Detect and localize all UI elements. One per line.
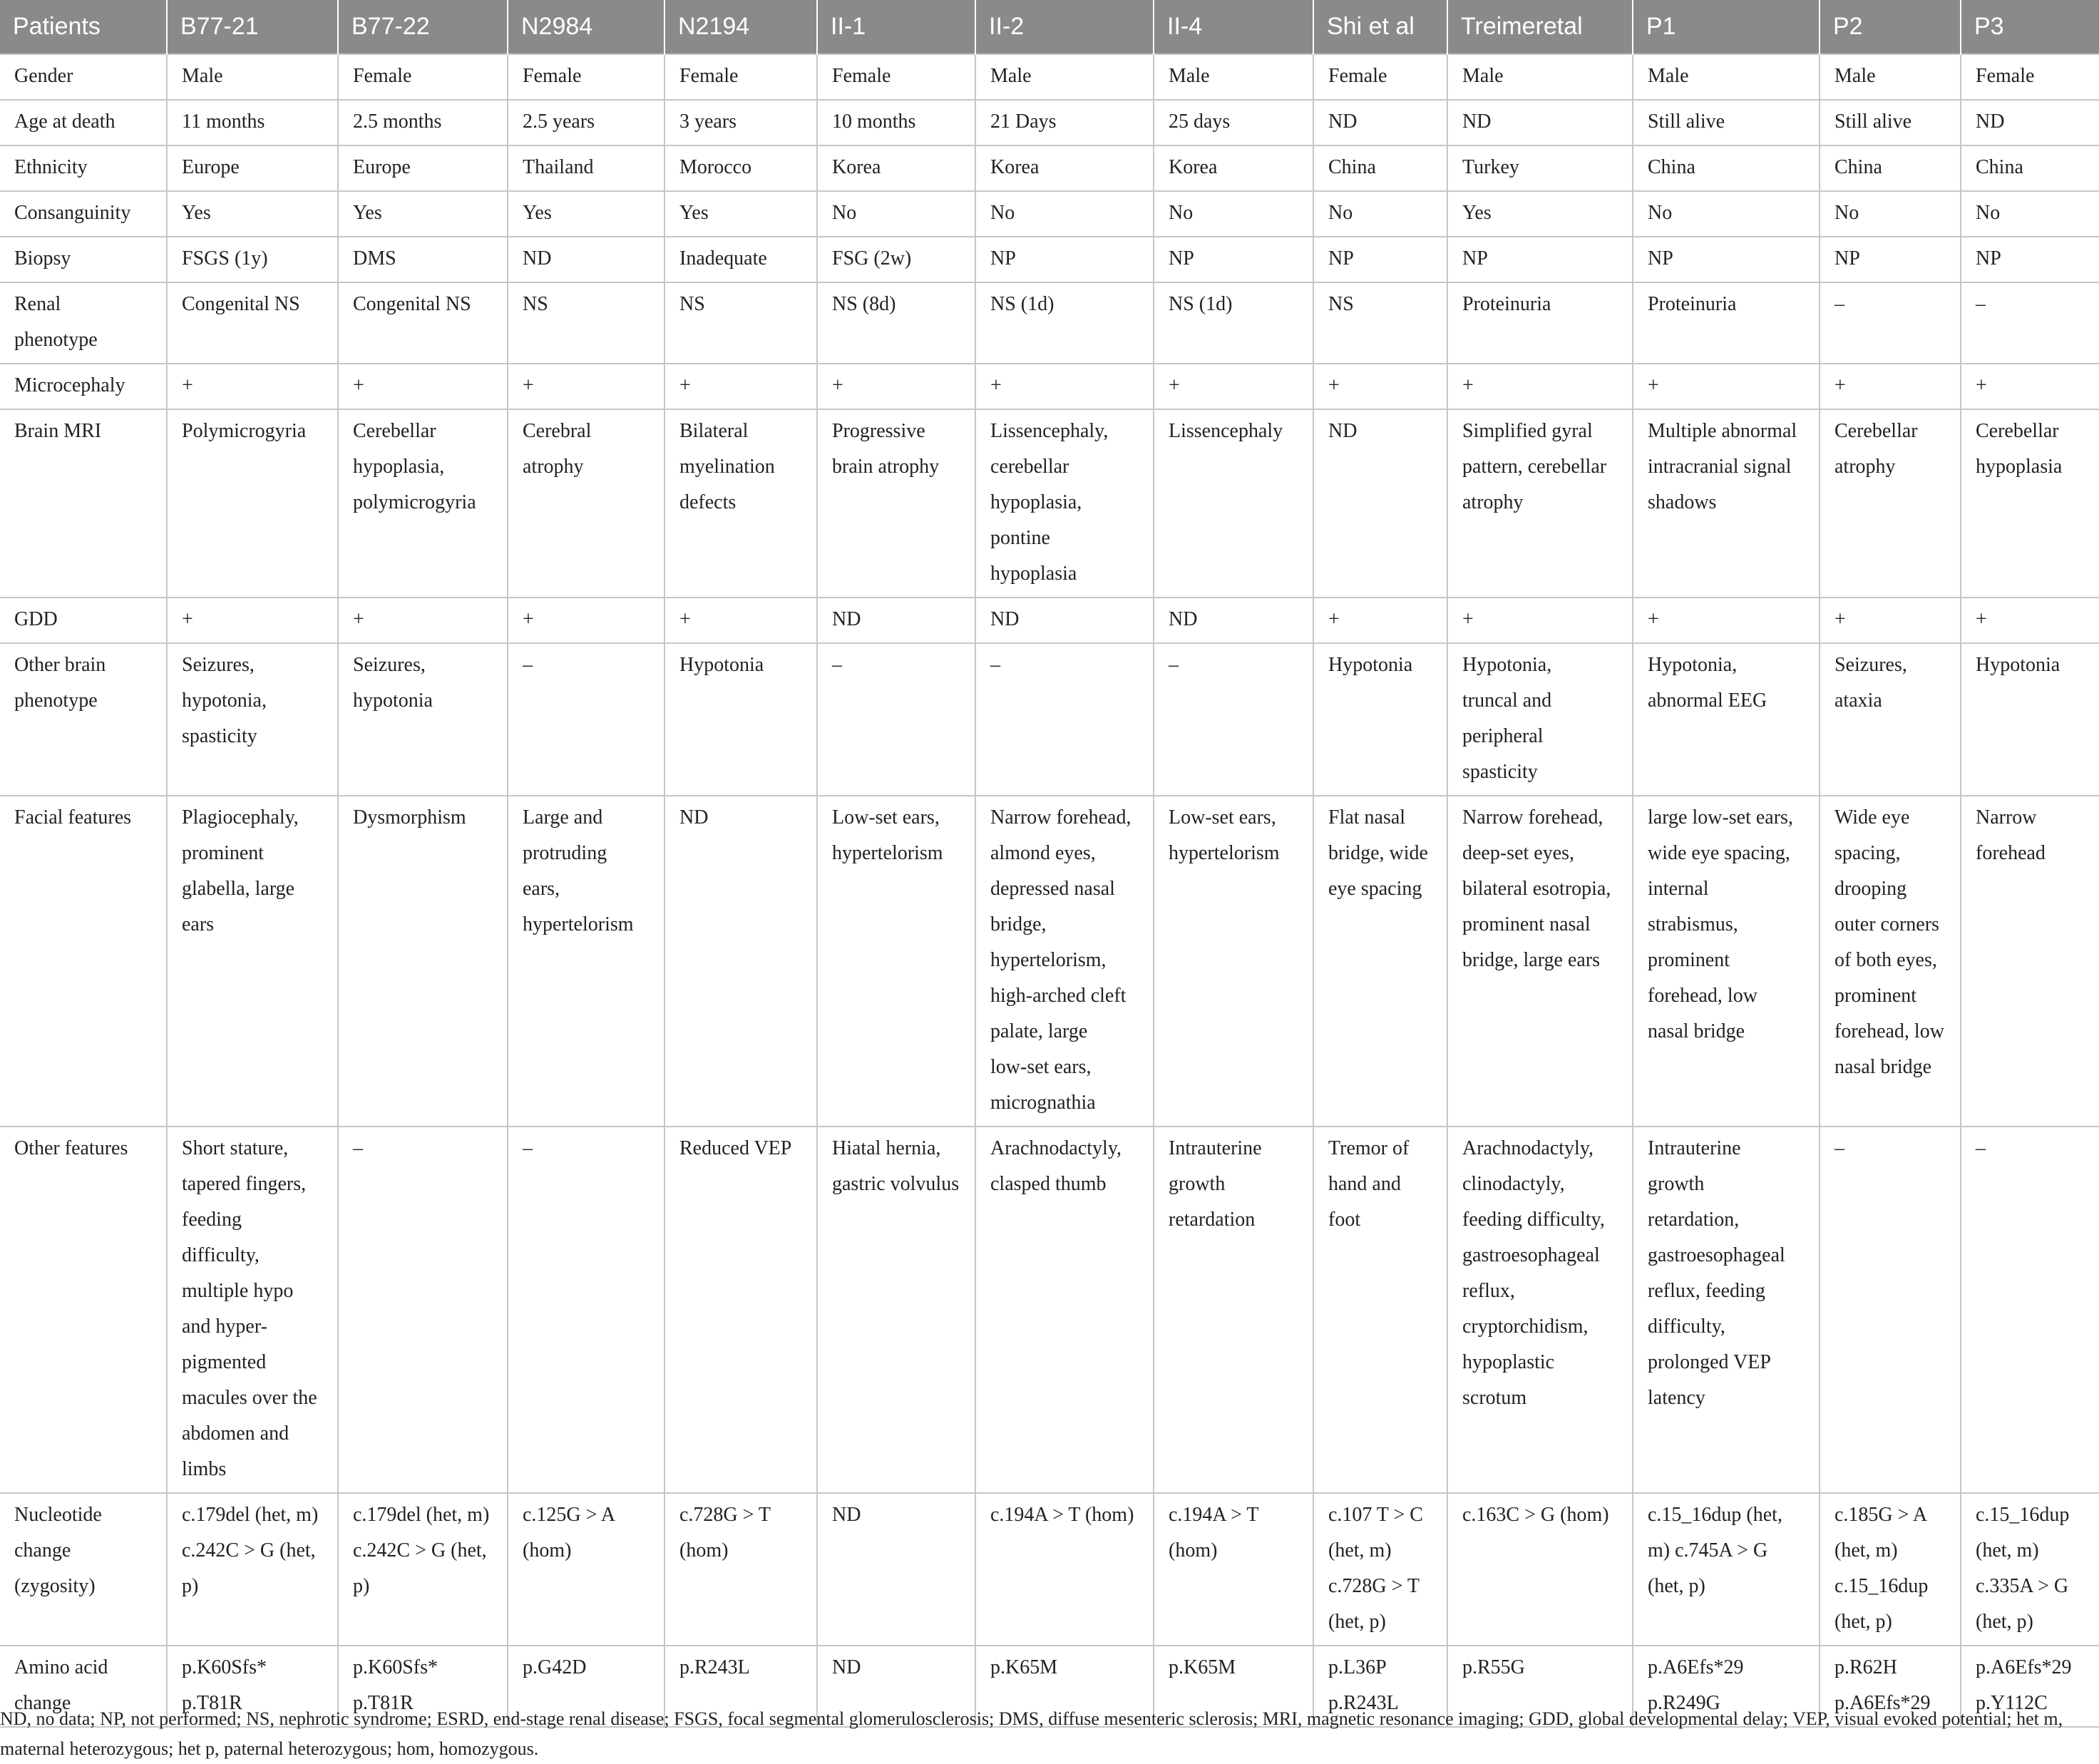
table-cell: 10 months	[817, 100, 975, 145]
table-cell: Congenital NS	[338, 282, 508, 364]
table-cell: +	[1961, 598, 2099, 643]
table-cell: FSG (2w)	[817, 237, 975, 282]
table-cell: p.K65M	[975, 1646, 1154, 1727]
table-cell: ND	[817, 1646, 975, 1727]
table-cell: ND	[664, 796, 817, 1127]
table-cell: –	[817, 643, 975, 796]
table-cell: Yes	[1447, 191, 1633, 237]
table-cell: p.R62H p.A6Efs*29	[1820, 1646, 1961, 1727]
table-cell: –	[1820, 282, 1961, 364]
table-cell: China	[1820, 145, 1961, 191]
table-cell: Yes	[664, 191, 817, 237]
table-cell: NS (1d)	[975, 282, 1154, 364]
table-cell: +	[1633, 598, 1820, 643]
table-cell: +	[338, 364, 508, 409]
table-cell: Simplified gyral pattern, cerebellar atrophy	[1447, 409, 1633, 598]
table-cell: Cerebellar atrophy	[1820, 409, 1961, 598]
table-cell: NS (8d)	[817, 282, 975, 364]
table-cell: Arachnodactyly, clinodactyly, feeding difficulty, gastroesophageal reflux, cryptorchidism, hypoplastic scrotum	[1447, 1127, 1633, 1493]
table-cell: c.107 T > C (het, m) c.728G > T (het, p)	[1313, 1493, 1447, 1646]
table-cell: NS	[664, 282, 817, 364]
header-patient-column: P1	[1633, 0, 1820, 54]
table-cell: Female	[817, 54, 975, 100]
table-cell: ND	[1447, 100, 1633, 145]
table-footnote: ND, no data; NP, not performed; NS, nephrotic syndrome; ESRD, end-stage renal disease; FSGS, focal segmental glomerulosclerosis; DMS, diffuse mesenteric sclerosis; MRI, magnetic resonance imaging; GDD, global developmental delay; VEP, visual evoked potential; het m, maternal heterozygous; het p, paternal heterozygous; hom, homozygous.	[0, 1708, 2063, 1759]
table-cell: +	[664, 598, 817, 643]
table-cell: Reduced VEP	[664, 1127, 817, 1493]
table-cell: +	[975, 364, 1154, 409]
table-cell: Europe	[167, 145, 338, 191]
table-cell: Low-set ears, hypertelorism	[817, 796, 975, 1127]
table-cell: Proteinuria	[1447, 282, 1633, 364]
table-cell: p.A6Efs*29 p.Y112C	[1961, 1646, 2099, 1727]
table-cell: Hiatal hernia, gastric volvulus	[817, 1127, 975, 1493]
table-cell: ND	[1961, 100, 2099, 145]
table-cell: ND	[1313, 100, 1447, 145]
table-cell: Lissencephaly, cerebellar hypoplasia, pontine hypoplasia	[975, 409, 1154, 598]
row-label: Brain MRI	[0, 409, 167, 598]
table-cell: NP	[1633, 237, 1820, 282]
table-cell: +	[817, 364, 975, 409]
table-cell: Still alive	[1633, 100, 1820, 145]
table-cell: No	[1633, 191, 1820, 237]
table-cell: Male	[1447, 54, 1633, 100]
table-cell: NS (1d)	[1154, 282, 1313, 364]
table-cell: 21 Days	[975, 100, 1154, 145]
table-cell: 2.5 months	[338, 100, 508, 145]
table-cell: Korea	[817, 145, 975, 191]
table-cell: Male	[1154, 54, 1313, 100]
table-cell: Male	[1820, 54, 1961, 100]
table-cell: NP	[1820, 237, 1961, 282]
table-cell: Large and protruding ears, hypertelorism	[508, 796, 664, 1127]
table-cell: 3 years	[664, 100, 817, 145]
table-cell: Male	[1633, 54, 1820, 100]
table-cell: Inadequate	[664, 237, 817, 282]
table-cell: Proteinuria	[1633, 282, 1820, 364]
table-cell: Intrauterine growth retardation, gastroesophageal reflux, feeding difficulty, prolonged VEP latency	[1633, 1127, 1820, 1493]
table-cell: FSGS (1y)	[167, 237, 338, 282]
table-cell: DMS	[338, 237, 508, 282]
table-row	[0, 282, 2099, 364]
row-label: Biopsy	[0, 237, 167, 282]
table-cell: Female	[338, 54, 508, 100]
row-label: Other brain phenotype	[0, 643, 167, 796]
table-cell: Korea	[975, 145, 1154, 191]
header-patient-column: Shi et al	[1313, 0, 1447, 54]
table-cell: +	[1313, 364, 1447, 409]
table-row	[0, 643, 2099, 796]
table-cell: Still alive	[1820, 100, 1961, 145]
table-cell: Congenital NS	[167, 282, 338, 364]
table-cell: Seizures, hypotonia, spasticity	[167, 643, 338, 796]
table-cell: +	[1447, 598, 1633, 643]
table-cell: Yes	[508, 191, 664, 237]
header-patient-column: N2194	[664, 0, 817, 54]
table-cell: Narrow forehead, almond eyes, depressed nasal bridge, hypertelorism, high-arched cleft palate, large low-set ears, micrognathia	[975, 796, 1154, 1127]
table-cell: +	[338, 598, 508, 643]
table-cell: Seizures, hypotonia	[338, 643, 508, 796]
table-row	[0, 1127, 2099, 1493]
table-cell: c.185G > A (het, m) c.15_16dup (het, p)	[1820, 1493, 1961, 1646]
table-cell: Plagiocephaly, prominent glabella, large ears	[167, 796, 338, 1127]
header-patient-column: II-2	[975, 0, 1154, 54]
table-cell: 2.5 years	[508, 100, 664, 145]
table-cell: –	[1154, 643, 1313, 796]
table-cell: +	[167, 364, 338, 409]
row-label: Gender	[0, 54, 167, 100]
table-cell: Hypotonia, abnormal EEG	[1633, 643, 1820, 796]
header-patient-column: II-1	[817, 0, 975, 54]
table-cell: +	[508, 598, 664, 643]
table-cell: +	[1447, 364, 1633, 409]
table-cell: Turkey	[1447, 145, 1633, 191]
table-cell: –	[1961, 1127, 2099, 1493]
table-cell: Female	[1313, 54, 1447, 100]
table-row	[0, 145, 2099, 191]
table-cell: Korea	[1154, 145, 1313, 191]
header-patient-column: II-4	[1154, 0, 1313, 54]
table-cell: Male	[975, 54, 1154, 100]
table-cell: ND	[508, 237, 664, 282]
table-cell: Female	[508, 54, 664, 100]
table-cell: NP	[1154, 237, 1313, 282]
header-patient-column: N2984	[508, 0, 664, 54]
table-cell: Cerebellar hypoplasia	[1961, 409, 2099, 598]
table-cell: NS	[508, 282, 664, 364]
table-cell: c.163C > G (hom)	[1447, 1493, 1633, 1646]
table-cell: No	[1154, 191, 1313, 237]
header-row	[0, 0, 2099, 54]
table-cell: Cerebellar hypoplasia, polymicrogyria	[338, 409, 508, 598]
table-cell: ND	[817, 598, 975, 643]
table-cell: c.194A > T (hom)	[975, 1493, 1154, 1646]
table-cell: Low-set ears, hypertelorism	[1154, 796, 1313, 1127]
row-label: GDD	[0, 598, 167, 643]
table-row	[0, 100, 2099, 145]
table-cell: Yes	[338, 191, 508, 237]
row-label: Microcephaly	[0, 364, 167, 409]
table-cell: NS	[1313, 282, 1447, 364]
row-label: Ethnicity	[0, 145, 167, 191]
table-cell: Female	[1961, 54, 2099, 100]
table-cell: Male	[167, 54, 338, 100]
table-cell: p.R55G	[1447, 1646, 1633, 1727]
table-cell: –	[338, 1127, 508, 1493]
table-cell: +	[1820, 364, 1961, 409]
table-cell: c.728G > T (hom)	[664, 1493, 817, 1646]
table-cell: 11 months	[167, 100, 338, 145]
table-header	[0, 0, 2099, 54]
table-cell: No	[1961, 191, 2099, 237]
table-row	[0, 409, 2099, 598]
table-cell: Polymicrogyria	[167, 409, 338, 598]
table-body	[0, 54, 2099, 1727]
table-cell: Wide eye spacing, drooping outer corners of both eyes, prominent forehead, low nasal bridge	[1820, 796, 1961, 1127]
table-cell: Morocco	[664, 145, 817, 191]
table-cell: Dysmorphism	[338, 796, 508, 1127]
table-cell: Progressive brain atrophy	[817, 409, 975, 598]
table-cell: 25 days	[1154, 100, 1313, 145]
table-cell: –	[975, 643, 1154, 796]
header-patient-column: P3	[1961, 0, 2099, 54]
row-label: Nucleotide change (zygosity)	[0, 1493, 167, 1646]
table-cell: Thailand	[508, 145, 664, 191]
table-cell: Hypotonia	[1313, 643, 1447, 796]
table-row	[0, 364, 2099, 409]
table-cell: +	[1633, 364, 1820, 409]
table-cell: Yes	[167, 191, 338, 237]
table-cell: +	[664, 364, 817, 409]
table-cell: NP	[975, 237, 1154, 282]
table-cell: +	[508, 364, 664, 409]
table-cell: Tremor of hand and foot	[1313, 1127, 1447, 1493]
table-cell: Lissencephaly	[1154, 409, 1313, 598]
table-cell: Bilateral myelination defects	[664, 409, 817, 598]
table-cell: Multiple abnormal intracranial signal shadows	[1633, 409, 1820, 598]
table-cell: p.L36P p.R243L	[1313, 1646, 1447, 1727]
table-cell: –	[1961, 282, 2099, 364]
table-cell: +	[1820, 598, 1961, 643]
table-cell: c.179del (het, m) c.242C > G (het, p)	[167, 1493, 338, 1646]
table-cell: Narrow forehead, deep-set eyes, bilateral esotropia, prominent nasal bridge, large ears	[1447, 796, 1633, 1127]
header-patient-column: B77-21	[167, 0, 338, 54]
table-cell: NP	[1961, 237, 2099, 282]
table-cell: Hypotonia, truncal and peripheral spasticity	[1447, 643, 1633, 796]
table-cell: +	[1154, 364, 1313, 409]
table-cell: NP	[1313, 237, 1447, 282]
header-patient-column: B77-22	[338, 0, 508, 54]
table-cell: No	[975, 191, 1154, 237]
table-cell: Female	[664, 54, 817, 100]
table-cell: No	[817, 191, 975, 237]
table-cell: p.R243L	[664, 1646, 817, 1727]
table-cell: large low-set ears, wide eye spacing, internal strabismus, prominent forehead, low nasal bridge	[1633, 796, 1820, 1127]
table-cell: p.K60Sfs* p.T81R	[338, 1646, 508, 1727]
table-cell: ND	[975, 598, 1154, 643]
header-patients: Patients	[0, 0, 167, 54]
table-row	[0, 1493, 2099, 1646]
table-row	[0, 54, 2099, 100]
table-cell: Seizures, ataxia	[1820, 643, 1961, 796]
table-cell: Short stature, tapered fingers, feeding difficulty, multiple hypo and hyper- pigmented macules over the abdomen and limbs	[167, 1127, 338, 1493]
table-cell: No	[1820, 191, 1961, 237]
table-cell: p.K65M	[1154, 1646, 1313, 1727]
row-label: Amino acid change	[0, 1646, 167, 1727]
table-cell: ND	[817, 1493, 975, 1646]
table-row	[0, 191, 2099, 237]
table-cell: Hypotonia	[664, 643, 817, 796]
table-cell: ND	[1313, 409, 1447, 598]
table-cell: c.15_16dup (het, m) c.745A > G (het, p)	[1633, 1493, 1820, 1646]
table-cell: China	[1633, 145, 1820, 191]
table-cell: Flat nasal bridge, wide eye spacing	[1313, 796, 1447, 1127]
table-cell: –	[1820, 1127, 1961, 1493]
table-row	[0, 237, 2099, 282]
table-row	[0, 796, 2099, 1127]
table-cell: –	[508, 1127, 664, 1493]
table-cell: p.K60Sfs* p.T81R	[167, 1646, 338, 1727]
table-cell: China	[1961, 145, 2099, 191]
table-cell: c.194A > T (hom)	[1154, 1493, 1313, 1646]
row-label: Renal phenotype	[0, 282, 167, 364]
table-cell: Intrauterine growth retardation	[1154, 1127, 1313, 1493]
table-cell: No	[1313, 191, 1447, 237]
header-patient-column: Treimeretal	[1447, 0, 1633, 54]
table-cell: c.125G > A (hom)	[508, 1493, 664, 1646]
row-label: Facial features	[0, 796, 167, 1127]
table-cell: +	[167, 598, 338, 643]
table-cell: c.179del (het, m) c.242C > G (het, p)	[338, 1493, 508, 1646]
table-cell: China	[1313, 145, 1447, 191]
table-cell: Arachnodactyly, clasped thumb	[975, 1127, 1154, 1493]
table-cell: p.G42D	[508, 1646, 664, 1727]
table-cell: Narrow forehead	[1961, 796, 2099, 1127]
table-cell: Europe	[338, 145, 508, 191]
table-cell: Hypotonia	[1961, 643, 2099, 796]
table-cell: ND	[1154, 598, 1313, 643]
table-cell: +	[1961, 364, 2099, 409]
table-cell: p.A6Efs*29 p.R249G	[1633, 1646, 1820, 1727]
table-cell: +	[1313, 598, 1447, 643]
table-row	[0, 598, 2099, 643]
table-cell: Cerebral atrophy	[508, 409, 664, 598]
table-cell: c.15_16dup (het, m) c.335A > G (het, p)	[1961, 1493, 2099, 1646]
table-cell: –	[508, 643, 664, 796]
row-label: Age at death	[0, 100, 167, 145]
header-patient-column: P2	[1820, 0, 1961, 54]
row-label: Consanguinity	[0, 191, 167, 237]
table-cell: NP	[1447, 237, 1633, 282]
row-label: Other features	[0, 1127, 167, 1493]
